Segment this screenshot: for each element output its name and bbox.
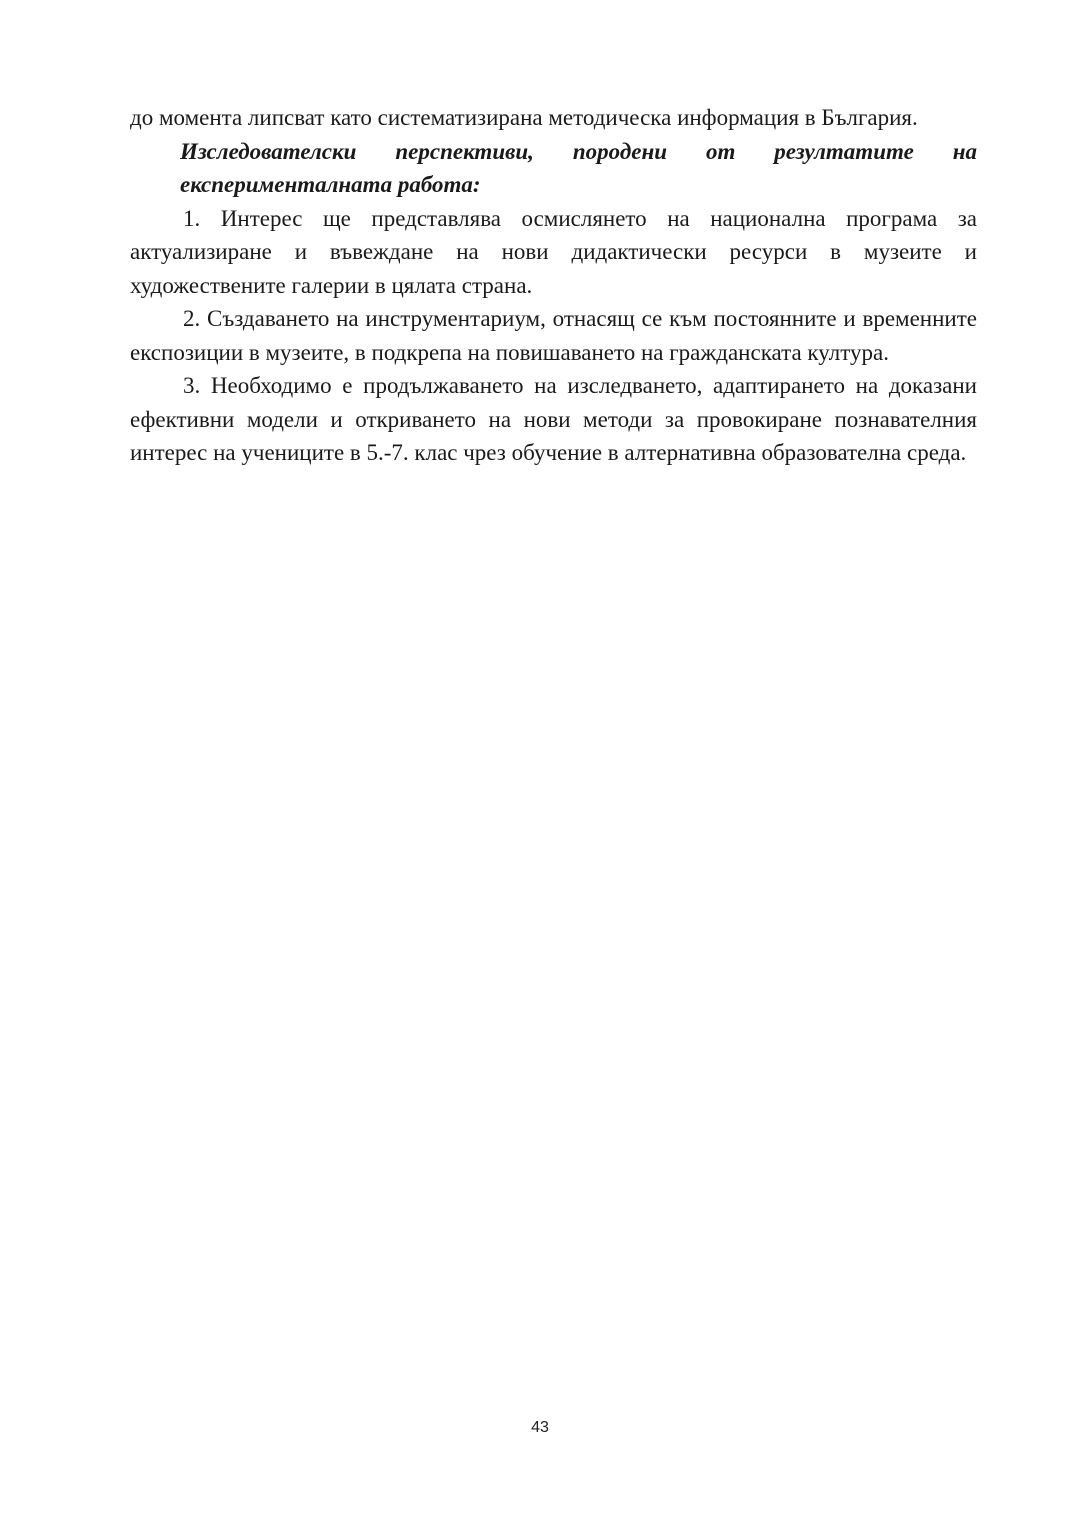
section-heading: Изследователски перспективи, породени от резултатите на експерименталната работа: <box>180 138 977 197</box>
intro-paragraph: до момента липсват като систематизирана методическа информация в България. <box>130 105 918 130</box>
list-item-2: 2. Създаването на инструментариум, отнасящ се към постоянните и временните експозиции в музеите, в подкрепа на повишаването на гражданската култура. <box>130 306 977 365</box>
list-item-3: 3. Необходимо е продължаването на изследването, адаптирането на доказани ефективни модели и откриването на нови методи за провокиране познавателния интерес на учениците в 5.-7. клас чрез обучение в алтернативна образователна среда. <box>130 373 977 465</box>
list-item-1: 1. Интерес ще представлява осмислянето на национална програма за актуализиране и въвеждане на нови дидактически ресурси в музеите и художествените галерии в цялата страна. <box>130 205 977 298</box>
page-body <box>130 101 977 470</box>
page-number: 43 <box>531 1419 549 1436</box>
